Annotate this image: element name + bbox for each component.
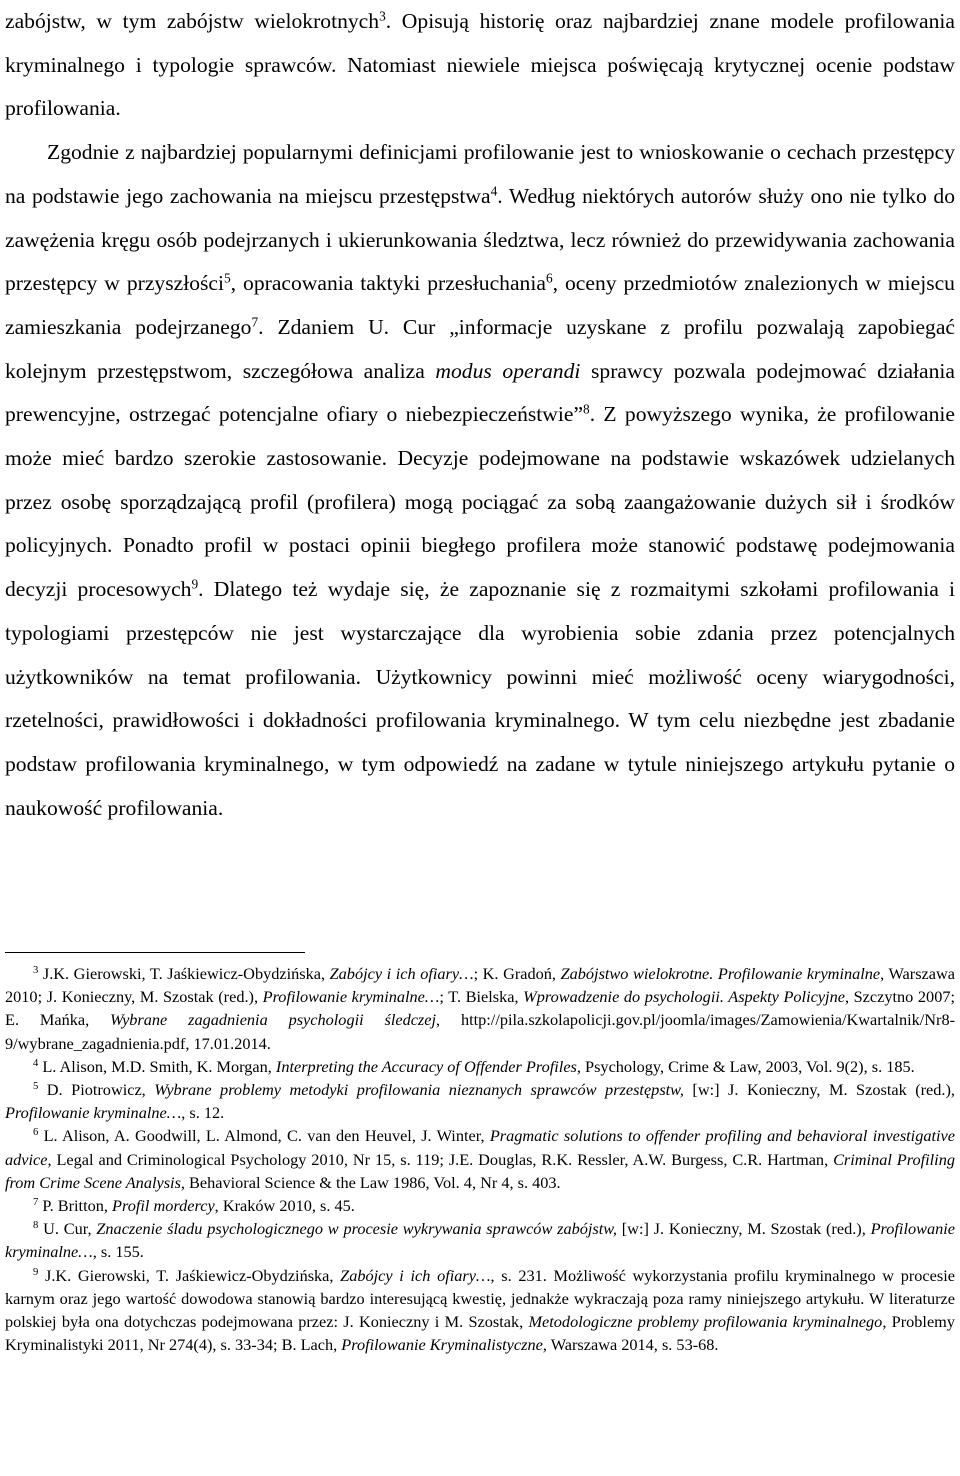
- text-run: , s. 155.: [92, 1242, 144, 1262]
- footnote-ref-4: 4: [490, 183, 498, 199]
- text-run: zabójstw, w tym zabójstw wielokrotnych: [5, 9, 380, 33]
- footnote-9: [5, 1264, 955, 1357]
- footnote-6: [5, 1124, 955, 1194]
- text-run: , Legal and Criminological Psychology 2010, Nr 15, s. 119; J.E. Douglas, R.K. Ressler, A.W. Burgess, C.R. Hartman,: [47, 1149, 834, 1169]
- text-run: . Z powyższego wynika, że profilowanie może mieć bardzo szerokie zastosowanie. Decyzje podejmowane na podstawie wskazówek udzielanych przez osobę sporządzającą profil (profilera) mogą pociągać za sobą zaangażowanie dużych sił i środków policyjnych. Ponadto profil w postaci opinii biegłego profilera może stanowić podstawę podejmowania decyzji procesowych: [5, 402, 955, 602]
- italic-term: modus operandi: [435, 358, 581, 383]
- text-run: , Warszawa 2010; J. Konieczny, M. Szostak (red.),: [5, 964, 955, 1007]
- text-run: L. Alison, A. Goodwill, L. Almond, C. van den Heuvel, J. Winter,: [38, 1126, 490, 1146]
- italic-title: Criminal Profiling from Crime Scene Analysis: [5, 1149, 955, 1192]
- text-run: ; K. Gradoń,: [473, 964, 561, 983]
- footnote-separator: [5, 952, 305, 953]
- italic-title: Metodologiczne problemy profilowania kryminalnego: [528, 1312, 883, 1332]
- italic-title: Profil mordercy: [112, 1196, 215, 1216]
- footnote-number: 9: [33, 1266, 39, 1278]
- text-run: , Behavioral Science & the Law 1986, Vol. 4, Nr 4, s. 403.: [180, 1172, 561, 1192]
- footnote-ref-9: 9: [191, 576, 199, 592]
- italic-title: Wybrane problemy metodyki profilowania nieznanych sprawców przestępstw,: [154, 1080, 684, 1100]
- text-run: L. Alison, M.D. Smith, K. Morgan,: [38, 1056, 276, 1076]
- text-run: sprawcy pozwala podejmować działania prewencyjne, ostrzegać potencjalne ofiary o niebezpieczeństwie”: [5, 358, 955, 427]
- paragraph-2: [5, 131, 955, 830]
- italic-title: Zabójstwo wielokrotne. Profilowanie kryminalne: [560, 964, 881, 983]
- text-run: D. Piotrowicz,: [38, 1080, 155, 1100]
- footnote-number: 4: [33, 1058, 39, 1069]
- text-run: J.K. Gierowski, T. Jaśkiewicz-Obydzińska,: [38, 1265, 341, 1285]
- text-run: , opracowania taktyki przesłuchania: [230, 271, 546, 296]
- footnote-5: [5, 1078, 955, 1124]
- text-run: U. Cur,: [38, 1219, 97, 1239]
- italic-title: Zabójcy i ich ofiary…: [329, 964, 474, 983]
- text-run: P. Britton,: [38, 1196, 113, 1216]
- footnote-ref-5: 5: [223, 270, 231, 286]
- text-run: Zgodnie z najbardziej popularnymi definicjami profilowanie jest to wnioskowanie o cechach przestępcy na podstawie jego zachowania na miejscu przestępstwa: [5, 140, 955, 208]
- text-run: , oceny przedmiotów znalezionych w miejscu zamieszkania podejrzanego: [5, 271, 955, 339]
- text-run: . Według niektórych autorów służy ono nie tylko do zawężenia kręgu osób podejrzanych i ukierunkowania śledztwa, lecz również do przewidywania zachowania przestępcy w przyszłości: [5, 183, 955, 296]
- paragraph-1: [5, 0, 955, 131]
- footnote-number: 8: [33, 1220, 39, 1232]
- footnote-3: [5, 962, 955, 1055]
- italic-title: Pragmatic solutions to offender profiling and behavioral investigative advice: [5, 1126, 955, 1169]
- footnote-8: [5, 1217, 955, 1263]
- italic-title: Interpreting the Accuracy of Offender Profiles: [275, 1056, 577, 1076]
- footnote-ref-6: 6: [545, 270, 553, 286]
- text-run: , s. 12.: [181, 1103, 225, 1123]
- footnote-ref-3: 3: [379, 8, 386, 24]
- text-run: , Szczytno 2007; E. Mańka,: [5, 987, 955, 1030]
- italic-title: Znaczenie śladu psychologicznego w procesie wykrywania sprawców zabójstw,: [96, 1219, 617, 1239]
- italic-title: Profilowanie kryminalne…: [262, 987, 440, 1007]
- footnote-4: [5, 1055, 955, 1078]
- text-run: . Opisują historię oraz najbardziej znane modele profilowania kryminalnego i typologie sprawców. Natomiast niewiele miejsca poświęcają krytycznej ocenie podstaw profilowania.: [5, 9, 955, 121]
- text-run: , Problemy Kryminalistyki 2011, Nr 274(4), s. 33-34; B. Lach,: [5, 1312, 955, 1355]
- italic-title: Wybrane zagadnienia psychologii śledczej: [110, 1010, 437, 1030]
- text-run: , Psychology, Crime & Law, 2003, Vol. 9(2), s. 185.: [576, 1056, 915, 1076]
- italic-title: Profilowanie Kryminalistyczne: [341, 1335, 543, 1355]
- text-run: , http://pila.szkolapolicji.gov.pl/joomla/images/Zamowienia/Kwartalnik/Nr8-9/wybrane_zagadnienia.pdf, 17.01.2014.: [5, 1010, 956, 1053]
- footnotes: [5, 962, 955, 1356]
- footnote-number: 3: [33, 965, 39, 977]
- footnote-7: [5, 1194, 955, 1217]
- text-run: . Zdaniem U. Cur „informacje uzyskane z profilu pozwalają zapobiegać kolejnym przestępstwom, szczegółowa analiza: [5, 314, 955, 383]
- text-run: , s. 231. Możliwość wykorzystania profilu kryminalnego w procesie karnym oraz jego wartość dowodowa stanowią bardzo interesującą kwestię, jednakże wykraczają poza ramy niniejszego artykułu. W literaturze polskiej była ona dotychczas podejmowana przez: J. Konieczny i M. Szostak,: [5, 1265, 955, 1332]
- text-run: . Dlatego też wydaje się, że zapoznanie się z rozmaitymi szkołami profilowania i typologiami przestępców nie jest wystarczające dla wyrobienia sobie zdania przez potencjalnych użytkowników na temat profilowania. Użytkownicy powinni mieć możliwość oceny wiarygodności, rzetelności, prawidłowości i dokładności profilowania kryminalnego. W tym celu niezbędne jest zbadanie podstaw profilowania kryminalnego, w tym odpowiedź na zadane w tytule niniejszego artykułu pytanie o naukowość profilowania.: [5, 577, 955, 820]
- text-run: , Kraków 2010, s. 45.: [214, 1196, 355, 1216]
- text-run: , Warszawa 2014, s. 53-68.: [542, 1335, 719, 1355]
- text-run: J.K. Gierowski, T. Jaśkiewicz-Obydzińska,: [38, 964, 330, 983]
- text-run: ; T. Bielska,: [439, 987, 524, 1007]
- footnote-ref-8: 8: [583, 401, 590, 417]
- main-text: [5, 0, 955, 830]
- footnote-number: 6: [33, 1127, 39, 1139]
- footnote-ref-7: 7: [251, 314, 259, 330]
- text-run: [w:] J. Konieczny, M. Szostak (red.),: [616, 1219, 871, 1239]
- footnote-number: 7: [33, 1197, 39, 1209]
- italic-title: Zabójcy i ich ofiary…: [340, 1265, 491, 1285]
- text-run: [w:] J. Konieczny, M. Szostak (red.),: [683, 1080, 955, 1100]
- italic-title: Profilowanie kryminalne…: [5, 1103, 182, 1123]
- footnote-number: 5: [33, 1081, 39, 1093]
- italic-title: Profilowanie kryminalne…: [5, 1219, 955, 1262]
- italic-title: Wprowadzenie do psychologii. Aspekty Policyjne: [523, 987, 845, 1007]
